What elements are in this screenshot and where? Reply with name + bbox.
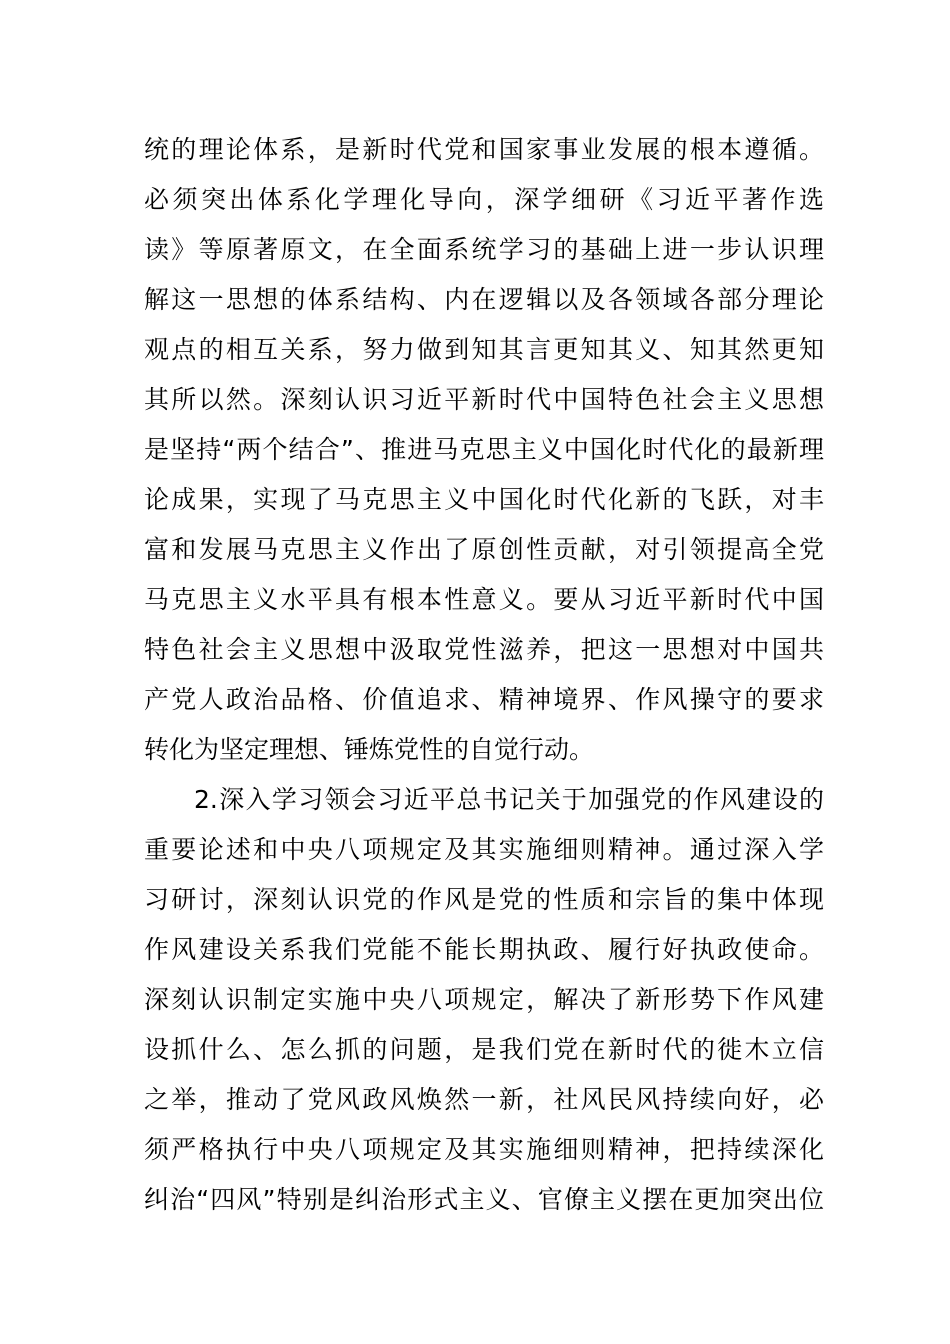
section-heading-line: 2.深入学习领会习近平总书记关于加强党的作风建设的: [194, 785, 824, 814]
text-line: 马克思主义水平具有根本性意义。要从习近平新时代中国: [144, 585, 824, 614]
text-line: 解这一思想的体系结构、内在逻辑以及各领域各部分理论: [144, 285, 824, 314]
text-line: 读》等原著原文，在全面系统学习的基础上进一步认识理: [144, 235, 824, 264]
text-line: 统的理论体系，是新时代党和国家事业发展的根本遵循。: [144, 135, 824, 164]
text-line: 深刻认识制定实施中央八项规定，解决了新形势下作风建: [144, 985, 824, 1014]
paragraph-end-line: 转化为坚定理想、锤炼党性的自觉行动。: [144, 735, 595, 764]
text-line: 观点的相互关系，努力做到知其言更知其义、知其然更知: [144, 335, 824, 364]
text-line: 重要论述和中央八项规定及其实施细则精神。通过深入学: [144, 835, 824, 864]
text-line: 产党人政治品格、价值追求、精神境界、作风操守的要求: [144, 685, 824, 714]
text-line: 论成果，实现了马克思主义中国化时代化新的飞跃，对丰: [144, 485, 824, 514]
text-line: 特色社会主义思想中汲取党性滋养，把这一思想对中国共: [144, 635, 824, 664]
text-line: 纠治“四风”特别是纠治形式主义、官僚主义摆在更加突出位: [144, 1185, 824, 1214]
text-line: 富和发展马克思主义作出了原创性贡献，对引领提高全党: [144, 535, 824, 564]
text-line: 须严格执行中央八项规定及其实施细则精神，把持续深化: [144, 1135, 824, 1164]
document-body: [144, 125, 824, 1225]
text-line: 之举，推动了党风政风焕然一新，社风民风持续向好，必: [144, 1085, 824, 1114]
text-line: 是坚持“两个结合”、推进马克思主义中国化时代化的最新理: [144, 435, 824, 464]
text-line: 设抓什么、怎么抓的问题，是我们党在新时代的徙木立信: [144, 1035, 824, 1064]
text-line: 其所以然。深刻认识习近平新时代中国特色社会主义思想: [144, 385, 824, 414]
text-line: 习研讨，深刻认识党的作风是党的性质和宗旨的集中体现: [144, 885, 824, 914]
text-line: 必须突出体系化学理化导向，深学细研《习近平著作选: [144, 185, 824, 214]
text-line: 作风建设关系我们党能不能长期执政、履行好执政使命。: [144, 935, 824, 964]
